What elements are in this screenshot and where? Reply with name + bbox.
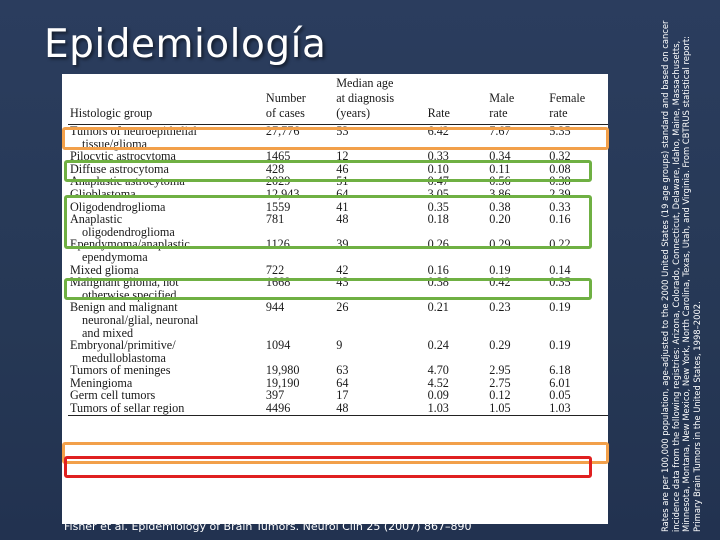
cell-median-age: 12: [336, 149, 349, 164]
cell-histologic-group: [68, 402, 264, 415]
cell-female-rate: 0.05: [549, 388, 571, 403]
group-line: Benign and malignant: [70, 300, 178, 315]
group-line: Diffuse astrocytoma: [70, 161, 169, 176]
cell-rate: 0.16: [427, 262, 449, 277]
header-age-line: Median age: [336, 76, 394, 90]
cell-female-rate: 6.01: [549, 375, 571, 390]
cell-male-rate: 3.86: [489, 186, 511, 201]
cell-cases: 428: [265, 161, 285, 176]
cell-male-rate: 1.05: [487, 402, 547, 415]
group-line: Embryonal/primitive/: [70, 338, 176, 353]
cell-histologic-group: [68, 238, 264, 263]
cell-male-rate: 2.75: [489, 375, 511, 390]
cell-rate: 0.10: [427, 161, 449, 176]
cell-median-age: 17: [336, 388, 349, 403]
table-row: [68, 213, 608, 238]
cell-rate: 0.18: [427, 212, 449, 227]
cell-histologic-group: [68, 213, 264, 238]
cell-rate: 6.42: [427, 124, 449, 138]
cell-female-rate: 0.38: [549, 174, 571, 189]
header-age-line: (years): [336, 106, 371, 120]
side-note: Rates are per 100,000 population, age-adjusted to the 2000 United States (19 age groups) standard and based on cancer incidence data from the following registries: Arizona, Colorado, Connecticut, Delaware, Idaho, Maine, Massachusetts, Minnesota, Montana, New Mexico, New York, North Carolina, Texas, Utah, and Virginia. From CBTRUS statistical report: Primary Brain Tumors in the United States, 1998–2002.: [660, 20, 702, 532]
group-line: medulloblastoma: [82, 350, 166, 365]
cell-rate: 0.09: [427, 388, 449, 403]
group-line: Ependymoma/anaplastic: [70, 237, 190, 252]
group-line: Tumors of neuroepithelial: [70, 124, 197, 138]
cell-male-rate: 0.11: [489, 161, 511, 176]
group-line: Malignant glioma, not: [70, 275, 179, 290]
cell-male-rate: 0.29: [489, 237, 511, 252]
header-male-line: Male: [489, 91, 515, 105]
cell-median-age: 43: [336, 275, 349, 290]
cell-median-age: 42: [336, 262, 349, 277]
table-row: [68, 301, 608, 339]
table-row: [68, 125, 608, 151]
cell-rate: 0.26: [427, 237, 449, 252]
cell-histologic-group: [68, 150, 264, 163]
cell-histologic-group: [68, 364, 264, 377]
cell-cases: 781: [265, 212, 285, 227]
cell-cases: 19,980: [265, 363, 300, 378]
group-line: Meningioma: [70, 375, 133, 390]
group-line: Mixed glioma: [70, 262, 139, 277]
cell-rate: 0.47: [427, 174, 449, 189]
group-line: and mixed: [82, 325, 134, 340]
cell-female-rate: 0.16: [549, 212, 571, 227]
group-line: neuronal/glial, neuronal: [82, 312, 199, 327]
slide-title: Epidemiología: [44, 22, 327, 67]
table-body: [68, 125, 608, 416]
cell-histologic-group: [68, 301, 264, 339]
header-number-of-cases: [264, 76, 334, 125]
cell-median-age: 63: [336, 363, 349, 378]
group-line: Anaplastic: [70, 212, 123, 227]
cell-cases: 1094: [265, 338, 291, 353]
cell-female-rate: 0.08: [549, 161, 571, 176]
cell-median-age: 41: [336, 199, 349, 214]
cell-female-rate: 0.32: [549, 149, 571, 164]
cell-male-rate: 7.67: [489, 124, 511, 138]
cell-female-rate: 0.22: [549, 237, 571, 252]
cell-female-rate: 0.33: [549, 199, 571, 214]
cell-rate: 1.03: [426, 402, 488, 415]
group-line: ependymoma: [82, 249, 148, 264]
cell-male-rate: 0.12: [489, 388, 511, 403]
cell-median-age: 64: [336, 186, 349, 201]
cell-female-rate: 2.39: [549, 186, 571, 201]
cell-rate: 4.70: [427, 363, 449, 378]
group-line: tissue/glioma: [82, 136, 147, 151]
table-row: [68, 238, 608, 263]
cell-rate: 3.05: [427, 186, 449, 201]
table-header-row: [68, 76, 608, 125]
table-row: [68, 150, 608, 163]
cell-rate: 0.38: [427, 275, 449, 290]
cell-cases: 722: [265, 262, 285, 277]
cell-male-rate: 0.29: [489, 338, 511, 353]
header-male-rate: [487, 76, 547, 125]
header-female-line: rate: [549, 106, 568, 120]
cell-female-rate: 0.19: [549, 338, 571, 353]
header-median-age: [334, 76, 425, 125]
table-row: [68, 276, 608, 301]
table-row: [68, 402, 608, 415]
group-line: Anaplastic astrocytoma: [70, 174, 185, 189]
header-male-line: rate: [489, 106, 508, 120]
header-histologic-group: Histologic group: [68, 76, 264, 125]
cell-male-rate: 0.38: [489, 199, 511, 214]
cell-cases: 1465: [265, 149, 291, 164]
epidemiology-table: [68, 76, 608, 416]
header-age-line: at diagnosis: [336, 91, 395, 105]
cell-median-age: 48: [334, 402, 425, 415]
group-line: Glioblastoma: [70, 186, 136, 201]
cell-rate: 0.24: [427, 338, 449, 353]
group-line: oligodendroglioma: [82, 224, 175, 239]
cell-histologic-group: [68, 125, 264, 151]
cell-cases: 4496: [264, 402, 334, 415]
cell-cases: 1126: [265, 237, 290, 252]
cell-median-age: 48: [336, 212, 349, 227]
table-panel: [62, 74, 608, 524]
group-line: otherwise specified: [82, 287, 177, 302]
cell-rate: 4.52: [427, 375, 449, 390]
cell-male-rate: 0.20: [489, 212, 511, 227]
cell-male-rate: 0.56: [489, 174, 511, 189]
cell-male-rate: 2.95: [489, 363, 511, 378]
cell-cases: 2029: [265, 174, 291, 189]
table-row: [68, 188, 608, 201]
cell-rate: 0.35: [427, 199, 449, 214]
cell-male-rate: 0.23: [489, 300, 511, 315]
group-line: Tumors of sellar region: [70, 401, 185, 416]
cell-male-rate: 0.42: [489, 275, 511, 290]
cell-cases: 397: [265, 388, 285, 403]
cell-female-rate: 6.18: [549, 363, 571, 378]
cell-male-rate: 0.19: [489, 262, 511, 277]
cell-female-rate: 5.35: [549, 124, 571, 138]
cell-male-rate: 0.34: [489, 149, 511, 164]
cell-cases: 27,776: [265, 124, 300, 138]
cell-median-age: 53: [336, 124, 349, 138]
cell-rate: 0.33: [427, 149, 449, 164]
header-cases-line: of cases: [265, 106, 305, 120]
cell-cases: 944: [265, 300, 285, 315]
cell-histologic-group: [68, 339, 264, 364]
cell-cases: 1559: [265, 199, 291, 214]
cell-histologic-group: [68, 188, 264, 201]
cell-female-rate: 0.19: [549, 300, 571, 315]
cell-cases: 19,190: [265, 375, 300, 390]
cell-female-rate: 1.03: [547, 402, 608, 415]
header-rate: Rate: [426, 76, 488, 125]
cell-median-age: 46: [336, 161, 349, 176]
cell-median-age: 39: [336, 237, 349, 252]
cell-female-rate: 0.35: [549, 275, 571, 290]
group-line: Germ cell tumors: [70, 388, 156, 403]
table-row: [68, 339, 608, 364]
cell-histologic-group: [68, 276, 264, 301]
cell-female-rate: 0.14: [549, 262, 571, 277]
cell-cases: 1668: [265, 275, 291, 290]
cell-median-age: 26: [336, 300, 349, 315]
cell-rate: 0.21: [427, 300, 449, 315]
header-cases-line: Number: [265, 91, 306, 105]
table-row: [68, 364, 608, 377]
group-line: Tumors of meninges: [70, 363, 171, 378]
citation: Fisher et al. Epidemiology of Brain Tumors. Neurol Clin 25 (2007) 867–890: [64, 520, 472, 533]
cell-cases: 12,943: [265, 186, 300, 201]
group-line: Oligodendroglioma: [70, 199, 166, 214]
cell-median-age: 9: [336, 338, 343, 353]
header-female-rate: [547, 76, 608, 125]
cell-median-age: 64: [336, 375, 349, 390]
header-female-line: Female: [549, 91, 586, 105]
cell-median-age: 51: [336, 174, 349, 189]
group-line: Pilocytic astrocytoma: [70, 149, 176, 164]
